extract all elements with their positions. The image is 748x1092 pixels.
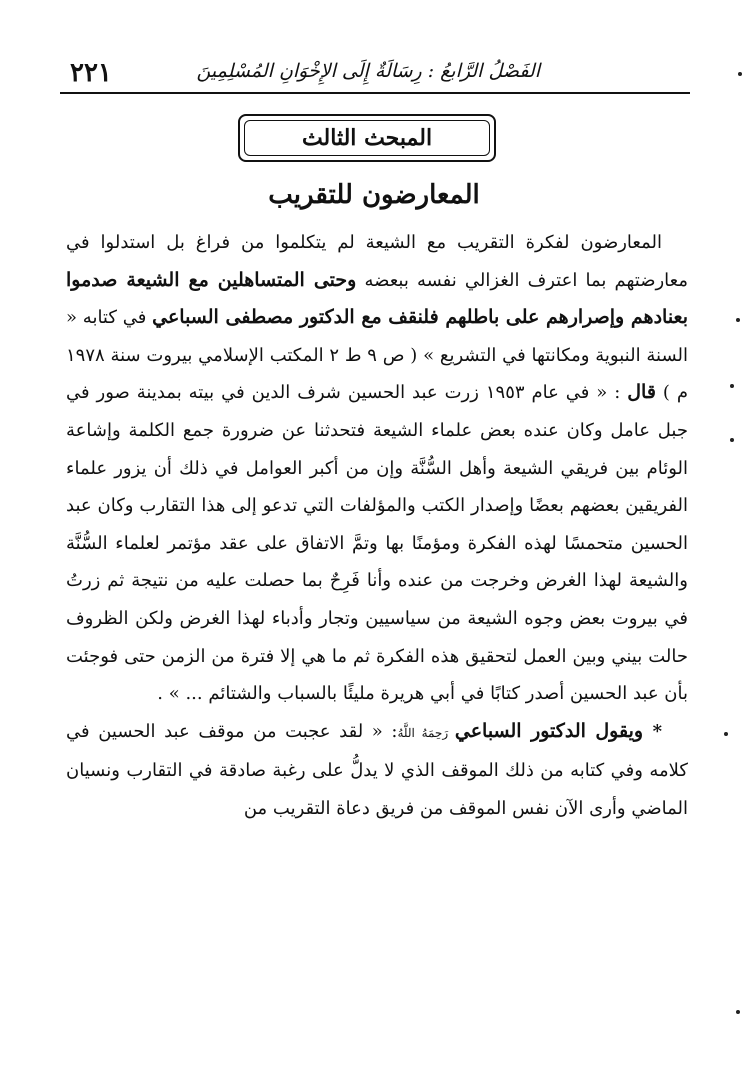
running-title: الفَصْلُ الرَّابعُ : رِسَالَةٌ إِلَى الإِخْوَانِ المُسْلِمِينَ [196,60,540,82]
topic-title: المعارضون للتقريب [268,180,480,210]
header-rule [60,92,690,94]
paragraph-1-part-c: في كتابه « السنة النبوية ومكانتها في التشريع » ( ص ٩ ط ٢ المكتب الإسلامي بيروت سنة ١٩٧٨ م ) [66,307,688,404]
scan-mark [736,318,740,322]
paragraph-1-quote: : « في عام ١٩٥٣ زرت عبد الحسين شرف الدين في بيته بمدينة صور في جبل عامل وكان عنده بعض علماء الشيعة فتحدثنا عن ضرورة جمع الكلمة وإشاعة الوئام بين فريقي الشيعة وأهل السُّنَّة وإن من أكبر العوامل في ذلك أن يزور علماء الفريقين بعضهم بعضًا وإصدار الكتب والمؤلفات التي تدعو إلى هذا التقارب وكان عبد الحسين متحمسًا لهذه الفكرة ومؤمنًا بها وتمَّ الاتفاق على عقد مؤتمر لعلماء السُّنَّة والشيعة لهذا الغرض وخرجت من عنده وأنا فَرِحٌ بما حصلت عليه من نتيجة ثم زرتُ في بيروت بعض وجوه الشيعة من سياسيين وتجار وأدباء لهذا الغرض ولكن الظروف حالت بيني وبين العمل لتحقيق هذه الفكرة ثم ما هي إلا فترة من الزمن حتى فوجئت بأن عبد الحسين أصدر كتابًا في أبي هريرة مليئًا بالسباب والشتائم ... » . [66,382,688,705]
paragraph-1-part-a: المعارضون لفكرة التقريب مع الشيعة لم يتكلموا من فراغ بل استدلوا في معارضتهم بما اعترف الغزالي نفسه ببعضه [66,232,688,291]
scan-mark [730,438,734,442]
honorific-mark: رَحِمَهُ اللَّهُ [397,725,455,740]
star-marker: * [652,720,662,742]
scan-mark [730,384,734,388]
scan-mark [724,732,728,736]
page-number: ٢٢١ [70,58,112,88]
paragraph-2-bold-part: ويقول الدكتور السباعي [454,719,653,742]
paragraph-1-bold-part: وحتى المتساهلين مع الشيعة صدموا بعنادهم وإصرارهم على باطلهم فلنقف مع الدكتور مصطفى السباعي [66,268,689,329]
body-text [66,224,688,828]
section-title: المبحث الثالث [301,125,433,151]
paragraph-2-quote: : « لقد عجبت من موقف عبد الحسين في كلامه وفي كتابه من ذلك الموقف الذي لا يدلُّ على رغبة صادقة في التقارب ونسيان الماضي وأرى الآن نفس الموقف من فريق دعاة التقريب من [66,720,688,819]
scan-mark [736,1010,740,1014]
scan-mark [738,72,742,76]
running-header [60,52,690,92]
section-title-inner-frame [244,120,490,156]
section-title-frame [238,114,496,162]
paragraph-2 [66,713,688,828]
qala-word: قال [627,381,656,404]
paragraph-1 [66,224,688,713]
